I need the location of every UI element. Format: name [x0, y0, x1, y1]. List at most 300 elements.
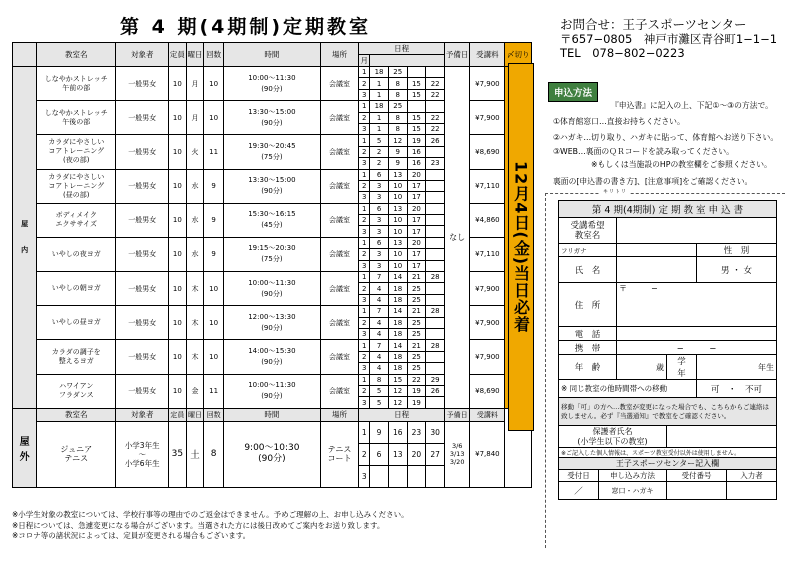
form-name-field[interactable] [617, 257, 697, 283]
date-cell: 5 [370, 385, 389, 396]
date-cell: 28 [426, 306, 445, 317]
class-count: 10 [204, 101, 224, 135]
header-fee: 受講料 [470, 43, 505, 67]
class-time: 10:00～11:30 (90分) [224, 272, 321, 306]
header-month: 月 [360, 56, 368, 65]
out-header-place: 場所 [320, 408, 358, 421]
apply-method-3: ③WEB…裏面のＱＲコードを読み取ってください。 [553, 147, 734, 156]
out-date-cell: 16 [388, 421, 407, 443]
form-mobile-field[interactable]: − − [617, 341, 777, 355]
date-cell: 4 [370, 363, 389, 374]
class-target: 一般男女 [116, 340, 169, 374]
class-count: 11 [204, 374, 224, 408]
date-cell [426, 283, 445, 294]
form-number-field[interactable] [667, 482, 727, 500]
class-place: 会議室 [320, 237, 358, 271]
form-gender-label: 性 別 [697, 244, 777, 257]
date-cell: 25 [388, 67, 407, 78]
date-cell: 6 [370, 203, 389, 214]
date-cell: 2 [359, 78, 370, 89]
form-office-title: 王子スポーツセンター記入欄 [559, 458, 777, 470]
date-cell: 22 [426, 89, 445, 100]
date-cell: 18 [388, 328, 407, 339]
date-cell [426, 226, 445, 237]
outdoor-class-place: テニス コート [320, 421, 358, 487]
date-cell: 10 [388, 180, 407, 191]
class-target: 一般男女 [116, 237, 169, 271]
date-cell: 3 [370, 226, 389, 237]
out-date-cell [370, 465, 389, 487]
header-capacity: 定員 [169, 43, 187, 67]
form-transfer-options[interactable]: 可 ・ 不可 [697, 380, 777, 398]
form-operator-field[interactable] [727, 482, 777, 500]
class-time: 10:00～11:30 (90分) [224, 67, 321, 101]
class-target: 一般男女 [116, 203, 169, 237]
date-cell: 2 [359, 351, 370, 362]
apply-method-tag: 申込方法 [548, 82, 598, 102]
date-cell: 28 [426, 272, 445, 283]
class-count: 9 [204, 237, 224, 271]
class-capacity: 10 [169, 237, 187, 271]
out-date-cell: 6 [370, 443, 389, 465]
class-day: 木 [186, 340, 204, 374]
class-day: 水 [186, 203, 204, 237]
date-cell: 9 [388, 158, 407, 169]
date-cell [426, 237, 445, 248]
date-cell: 19 [407, 135, 426, 146]
date-cell: 17 [407, 226, 426, 237]
date-cell: 3 [359, 123, 370, 134]
date-cell: 3 [370, 180, 389, 191]
form-privacy: ※ご記入した個人情報は、スポーツ教室受付以外は使用しません。 [559, 448, 777, 458]
date-cell [426, 180, 445, 191]
date-cell: 1 [359, 374, 370, 385]
note-item: ※日程については、急遽変更になる場合がございます。当選された方には後日改めてご案内をお送り致します。 [12, 520, 385, 530]
date-cell: 10 [388, 260, 407, 271]
outdoor-body [13, 408, 532, 487]
date-cell: 20 [407, 237, 426, 248]
out-date-cell: 20 [407, 443, 426, 465]
class-day: 水 [186, 169, 204, 203]
out-header-capacity: 定員 [169, 408, 187, 421]
form-mobile-label: 携 帯 [559, 341, 617, 355]
class-day: 水 [186, 237, 204, 271]
class-target: 一般男女 [116, 169, 169, 203]
class-target: 一般男女 [116, 135, 169, 169]
date-cell [426, 294, 445, 305]
date-cell: 15 [388, 374, 407, 385]
date-cell: 7 [370, 306, 389, 317]
class-place: 会議室 [320, 203, 358, 237]
out-header-schedule: 日程 [359, 408, 445, 421]
class-capacity: 10 [169, 101, 187, 135]
date-cell: 13 [388, 203, 407, 214]
class-place: 会議室 [320, 101, 358, 135]
out-header-target: 対象者 [116, 408, 169, 421]
class-fee: ¥4,860 [470, 203, 505, 237]
date-cell: 18 [370, 67, 389, 78]
date-cell: 28 [426, 340, 445, 351]
date-cell: 25 [407, 294, 426, 305]
apply-method-2: ②ハガキ…切り取り、ハガキに貼って、体育館へお送り下さい。 [553, 133, 779, 142]
out-header-fee: 受講料 [470, 408, 505, 421]
date-cell: 3 [370, 215, 389, 226]
cut-line-vertical [545, 193, 546, 548]
out-date-cell [407, 465, 426, 487]
date-cell: 2 [370, 146, 389, 157]
date-cell: 20 [407, 203, 426, 214]
class-count: 10 [204, 340, 224, 374]
class-place: 会議室 [320, 306, 358, 340]
inquiry-tel: TEL 078−802−0223 [560, 46, 685, 60]
back-note: 裏面の[申込書の書き方]、[注意事項]をご確認ください。 [553, 177, 753, 186]
form-age-field[interactable]: 歳 [617, 355, 667, 380]
outdoor-fee: ¥7,840 [470, 421, 505, 487]
class-count: 11 [204, 135, 224, 169]
class-capacity: 10 [169, 272, 187, 306]
date-cell: 13 [388, 237, 407, 248]
date-cell: 25 [407, 363, 426, 374]
form-address-field[interactable] [617, 283, 777, 327]
class-capacity: 10 [169, 169, 187, 203]
date-cell: 1 [359, 169, 370, 180]
out-date-cell [388, 465, 407, 487]
outdoor-class-time: 9:00～10:30 (90分) [224, 421, 321, 487]
class-fee: ¥7,110 [470, 237, 505, 271]
header-weekday: 曜日 [186, 43, 204, 67]
class-target: 一般男女 [116, 67, 169, 101]
date-cell: 22 [426, 112, 445, 123]
date-cell: 25 [407, 317, 426, 328]
out-header-count: 回数 [204, 408, 224, 421]
date-cell: 3 [359, 89, 370, 100]
form-furigana-label: フリガナ [559, 244, 617, 257]
form-furigana-field[interactable] [617, 244, 697, 257]
date-cell: 18 [370, 101, 389, 112]
date-cell: 2 [359, 283, 370, 294]
header-count: 回数 [204, 43, 224, 67]
date-cell: 18 [388, 283, 407, 294]
class-name: カラダにやさしい コアトレーニング (夜の部) [37, 135, 116, 169]
date-cell: 15 [407, 112, 426, 123]
class-count: 9 [204, 169, 224, 203]
header-deadline: 〆切り [505, 43, 532, 67]
date-cell [426, 260, 445, 271]
date-cell [426, 363, 445, 374]
date-cell: 12 [388, 397, 407, 408]
date-cell: 18 [388, 351, 407, 362]
date-cell: 21 [407, 340, 426, 351]
date-cell: 4 [370, 328, 389, 339]
date-cell: 8 [370, 374, 389, 385]
header-place: 場所 [320, 43, 358, 67]
date-cell: 1 [359, 237, 370, 248]
date-cell: 7 [370, 340, 389, 351]
application-form [558, 200, 777, 500]
schedule-table [12, 42, 532, 488]
date-cell: 1 [359, 203, 370, 214]
outdoor-class-name: ジュニア テニス [37, 421, 116, 487]
date-cell: 1 [359, 272, 370, 283]
class-count: 9 [204, 203, 224, 237]
date-cell: 12 [388, 385, 407, 396]
date-cell: 4 [370, 317, 389, 328]
class-target: 一般男女 [116, 374, 169, 408]
form-transfer-label: ※ 同じ教室の他時間帯への移動 [559, 380, 697, 398]
class-row [13, 67, 532, 78]
class-time: 13:30～15:00 (90分) [224, 169, 321, 203]
apply-method-1: ①体育館窓口…直接お持ちください。 [553, 117, 685, 126]
date-cell: 2 [359, 112, 370, 123]
date-cell: 12 [388, 135, 407, 146]
date-cell: 16 [407, 146, 426, 157]
date-cell: 2 [359, 146, 370, 157]
class-place: 会議室 [320, 272, 358, 306]
date-cell: 22 [426, 123, 445, 134]
date-cell: 3 [359, 363, 370, 374]
date-cell [426, 397, 445, 408]
form-grade-label: 学 年 [667, 355, 697, 380]
class-fee: ¥8,690 [470, 135, 505, 169]
class-time: 19:15～20:30 (75分) [224, 237, 321, 271]
out-header-weekday: 曜日 [186, 408, 204, 421]
class-place: 会議室 [320, 374, 358, 408]
date-cell: 19 [407, 397, 426, 408]
date-cell: 16 [407, 158, 426, 169]
date-cell [426, 328, 445, 339]
class-day: 火 [186, 135, 204, 169]
date-cell: 10 [388, 226, 407, 237]
date-cell: 2 [359, 215, 370, 226]
out-date-cell: 30 [426, 421, 445, 443]
date-cell: 4 [370, 283, 389, 294]
form-phone-field[interactable] [617, 327, 777, 341]
inquiry-address: 〒657−0805 神戸市灘区青谷町1−1−1 [560, 32, 778, 46]
date-cell: 17 [407, 249, 426, 260]
date-cell: 3 [370, 192, 389, 203]
date-cell: 3 [370, 260, 389, 271]
form-received-field[interactable]: ／ [559, 482, 599, 500]
form-gender-options[interactable]: 男 ・ 女 [697, 257, 777, 283]
date-cell: 5 [370, 135, 389, 146]
form-class-field[interactable] [617, 218, 777, 244]
form-guardian-field[interactable] [667, 426, 777, 448]
out-date-cell: 13 [388, 443, 407, 465]
date-cell: 1 [370, 112, 389, 123]
date-cell: 1 [359, 67, 370, 78]
class-capacity: 10 [169, 306, 187, 340]
date-cell [426, 317, 445, 328]
header-class: 教室名 [37, 43, 116, 67]
date-cell: 5 [370, 397, 389, 408]
class-time: 19:30～20:45 (75分) [224, 135, 321, 169]
class-capacity: 10 [169, 135, 187, 169]
class-fee: ¥8,690 [470, 374, 505, 408]
indoor-label: 屋 内 [13, 67, 37, 409]
out-header-time: 時間 [224, 408, 321, 421]
date-cell [426, 146, 445, 157]
class-target: 一般男女 [116, 306, 169, 340]
class-name: いやしの朝ヨガ [37, 272, 116, 306]
class-capacity: 10 [169, 340, 187, 374]
indoor-header [13, 43, 532, 67]
form-address-label: 住 所 [559, 283, 617, 327]
class-day: 金 [186, 374, 204, 408]
form-name-label: 氏 名 [559, 257, 617, 283]
class-target: 一般男女 [116, 101, 169, 135]
date-cell [426, 192, 445, 203]
note-item: ※コロナ等の諸状況によっては、定員が変更される場合もございます。 [12, 531, 251, 540]
date-cell: 1 [359, 135, 370, 146]
date-cell: 3 [359, 397, 370, 408]
out-date-cell: 3 [359, 465, 370, 487]
date-cell: 17 [407, 180, 426, 191]
date-cell: 14 [388, 340, 407, 351]
date-cell: 18 [388, 363, 407, 374]
cut-line [545, 193, 785, 194]
out-date-cell [426, 465, 445, 487]
date-cell [426, 249, 445, 260]
date-cell: 8 [388, 78, 407, 89]
date-cell: 15 [407, 89, 426, 100]
date-cell [426, 101, 445, 112]
class-count: 10 [204, 272, 224, 306]
out-date-cell: 9 [370, 421, 389, 443]
date-cell: 18 [388, 317, 407, 328]
indoor-reserve: なし [445, 67, 470, 409]
date-cell: 4 [370, 294, 389, 305]
out-date-cell: 23 [407, 421, 426, 443]
date-cell: 25 [407, 283, 426, 294]
indoor-body [13, 67, 532, 409]
class-name: カラダの調子を 整えるヨガ [37, 340, 116, 374]
date-cell: 26 [426, 385, 445, 396]
class-fee: ¥7,900 [470, 306, 505, 340]
outdoor-class-day: 土 [186, 421, 204, 487]
out-date-cell: 1 [359, 421, 370, 443]
class-fee: ¥7,900 [470, 101, 505, 135]
date-cell [407, 67, 426, 78]
date-cell: 10 [388, 215, 407, 226]
date-cell [407, 101, 426, 112]
date-cell: 17 [407, 260, 426, 271]
date-cell [426, 67, 445, 78]
form-guardian-label: 保護者氏名 (小学生以下の教室) [559, 426, 667, 448]
form-col-operator: 入力者 [727, 470, 777, 482]
class-day: 木 [186, 306, 204, 340]
date-cell: 14 [388, 306, 407, 317]
class-day: 月 [186, 101, 204, 135]
date-cell: 6 [370, 169, 389, 180]
date-cell: 14 [388, 272, 407, 283]
date-cell: 3 [359, 192, 370, 203]
outdoor-class-target: 小学3年生 ～ 小学6年生 [116, 421, 169, 487]
form-phone-label: 電 話 [559, 327, 617, 341]
class-day: 木 [186, 272, 204, 306]
class-name: いやしの夜ヨガ [37, 237, 116, 271]
class-name: ボディメイク エクササイズ [37, 203, 116, 237]
date-cell: 1 [370, 123, 389, 134]
date-cell: 3 [359, 226, 370, 237]
class-day: 月 [186, 67, 204, 101]
class-name: しなやかストレッチ 午後の部 [37, 101, 116, 135]
date-cell: 3 [359, 328, 370, 339]
class-time: 12:00～13:30 (90分) [224, 306, 321, 340]
date-cell: 9 [388, 146, 407, 157]
date-cell: 8 [388, 123, 407, 134]
class-count: 10 [204, 306, 224, 340]
form-class-label: 受講希望 教室名 [559, 218, 617, 244]
date-cell: 17 [407, 192, 426, 203]
class-place: 会議室 [320, 169, 358, 203]
date-cell: 2 [359, 249, 370, 260]
apply-intro: 『申込書』に記入の上、下記①～③の方法で。 [611, 101, 773, 110]
outdoor-label: 屋 外 [13, 408, 37, 487]
date-cell: 1 [359, 306, 370, 317]
date-cell: 2 [359, 180, 370, 191]
postal-mark: 〒 − [619, 284, 658, 293]
form-col-received: 受付日 [559, 470, 599, 482]
date-cell: 20 [407, 169, 426, 180]
date-cell: 15 [407, 78, 426, 89]
date-cell: 23 [426, 158, 445, 169]
date-cell [426, 215, 445, 226]
class-place: 会議室 [320, 135, 358, 169]
class-time: 13:30～15:00 (90分) [224, 101, 321, 135]
out-header-class: 教室名 [37, 408, 116, 421]
date-cell: 6 [370, 237, 389, 248]
class-count: 10 [204, 67, 224, 101]
out-date-cell: 2 [359, 443, 370, 465]
class-fee: ¥7,900 [470, 340, 505, 374]
form-grade-field[interactable]: 年生 [697, 355, 777, 380]
class-place: 会議室 [320, 67, 358, 101]
header-blank [13, 43, 37, 67]
apply-method-text [553, 98, 778, 172]
date-cell: 1 [359, 340, 370, 351]
date-cell: 1 [359, 101, 370, 112]
outdoor-class-count: 8 [204, 421, 224, 487]
deadline-banner: 12月4日(金)当日必着 [508, 63, 534, 431]
date-cell: 22 [426, 78, 445, 89]
date-cell: 10 [388, 249, 407, 260]
outdoor-class-capacity: 35 [169, 421, 187, 487]
header-days [370, 55, 445, 67]
cut-label: キリトリ [600, 188, 630, 195]
form-col-number: 受付番号 [667, 470, 727, 482]
form-col-method: 申し込み方法 [599, 470, 667, 482]
date-cell: 22 [407, 374, 426, 385]
date-cell: 4 [370, 351, 389, 362]
date-cell: 18 [388, 294, 407, 305]
class-name: しなやかストレッチ 午前の部 [37, 67, 116, 101]
date-cell: 25 [407, 351, 426, 362]
out-date-cell: 27 [426, 443, 445, 465]
date-cell: 25 [388, 101, 407, 112]
header-schedule: 日程 [359, 43, 445, 55]
out-header-reserve: 予備日 [445, 408, 470, 421]
form-title: 第 4 期(4期制) 定 期 教 室 申 込 書 [559, 201, 777, 218]
note-item: ※小学生対象の教室については、学校行事等の理由でのご返金はできません。予めご理解の上、お申し込みください。 [12, 510, 409, 519]
date-cell: 29 [426, 374, 445, 385]
date-cell: 3 [359, 260, 370, 271]
form-method-field[interactable]: 窓口・ハガキ [599, 482, 667, 500]
inquiry-label: お問合せ：王子スポーツセンター [560, 17, 747, 32]
class-time: 15:30～16:15 (45分) [224, 203, 321, 237]
class-capacity: 10 [169, 203, 187, 237]
notes [12, 510, 409, 542]
date-cell: 2 [370, 158, 389, 169]
